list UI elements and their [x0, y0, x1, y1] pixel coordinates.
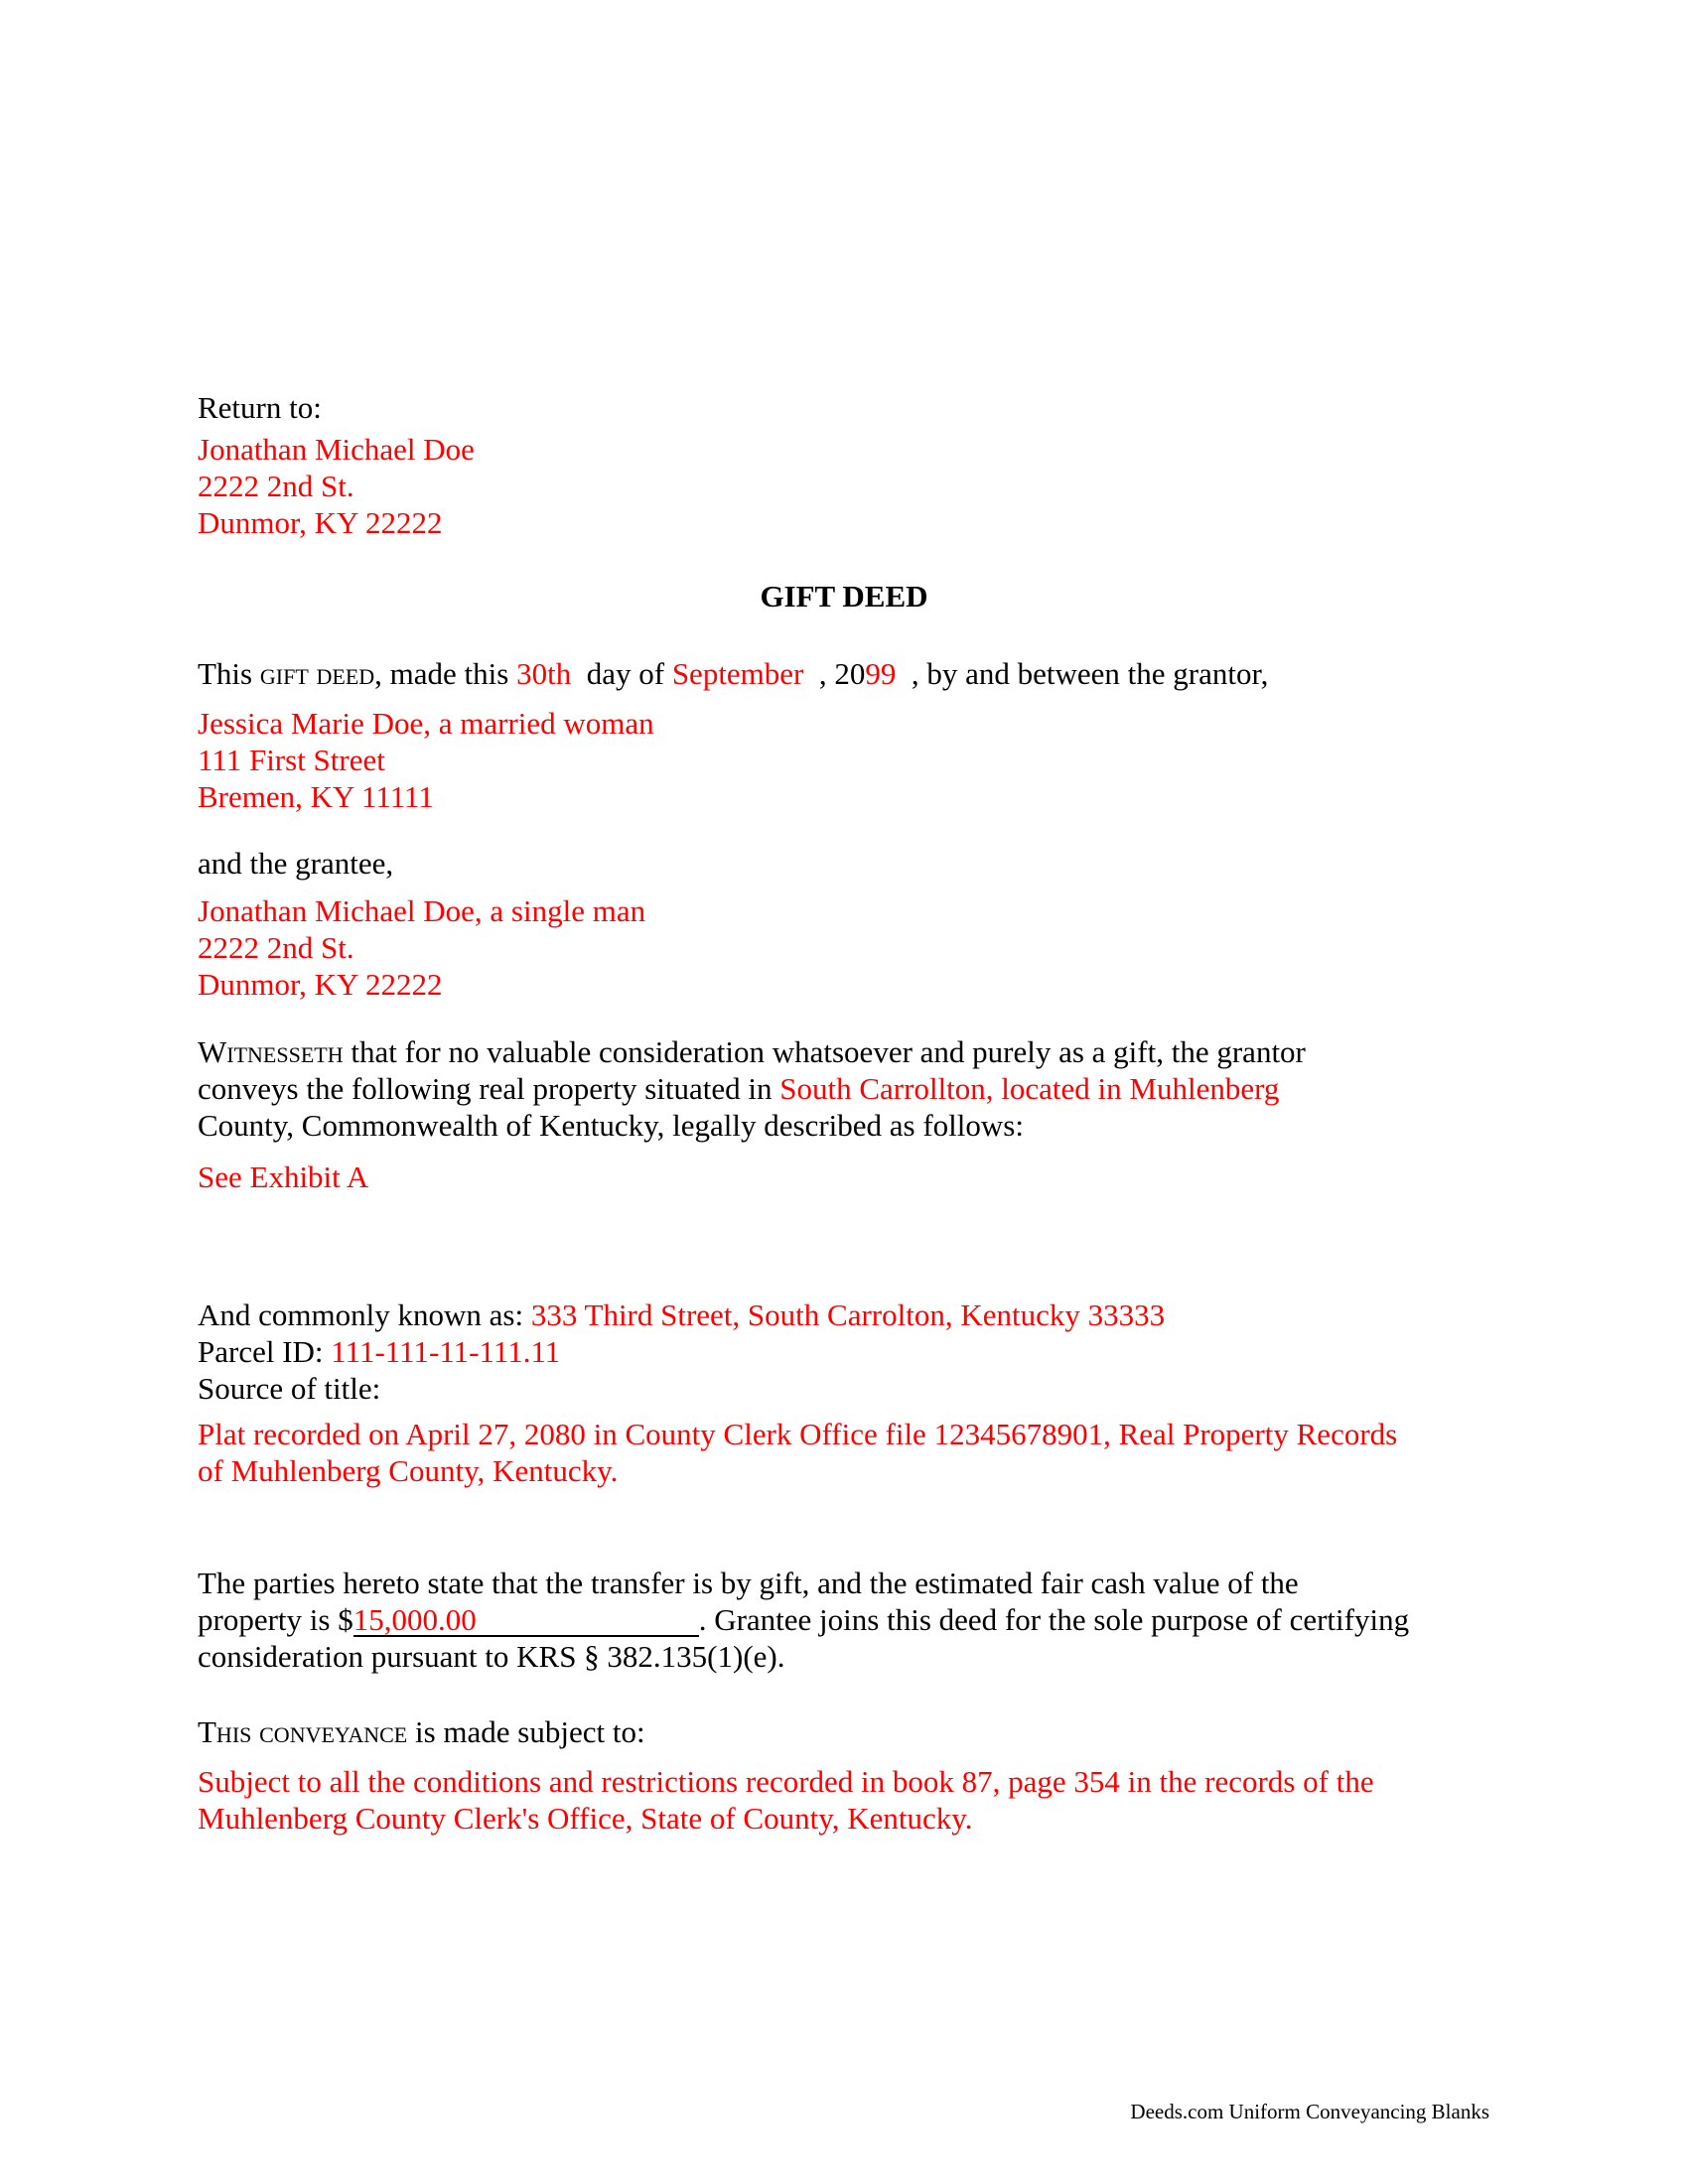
- grantor-street: 111 First Street: [198, 743, 385, 777]
- page-footer: Deeds.com Uniform Conveyancing Blanks: [1130, 2100, 1489, 2123]
- grantee-block: [198, 892, 1498, 1003]
- return-to-street: 2222 2nd St.: [198, 469, 354, 503]
- deed-month: September: [671, 656, 804, 691]
- grantee-street: 2222 2nd St.: [198, 930, 354, 965]
- conveyance-keyword: This conveyance: [198, 1714, 408, 1749]
- grantor-city: Bremen, KY 11111: [198, 779, 434, 814]
- intro-line: This gift deed, made this 30th day of September , 2099 , by and between the grantor,: [198, 656, 1269, 691]
- property-address: 333 Third Street, South Carrolton, Kentucky 33333: [530, 1297, 1166, 1332]
- property-info: And commonly known as: 333 Third Street, South Carrolton, Kentucky 33333 Parcel ID: 111-111-11-111.11 Source of title:: [198, 1297, 1498, 1407]
- grantor-block: [198, 705, 1498, 815]
- witnesseth-keyword: Witnesseth: [198, 1034, 344, 1069]
- conveyance-conditions: Subject to all the conditions and restrictions recorded in book 87, page 354 in the records of the Muhlenberg County Clerk's Office, State of County, Kentucky.: [198, 1764, 1374, 1836]
- grantee-label: and the grantee,: [198, 846, 394, 881]
- property-location: South Carrollton, located in Muhlenberg: [779, 1071, 1280, 1106]
- value-statement: The parties hereto state that the transfer is by gift, and the estimated fair cash value of the property is $15,000.00 . Grantee joins this deed for the sole purpose of certifying consideration pursuant to KRS § 382.135(1)(e).: [198, 1566, 1410, 1674]
- fair-cash-value: 15,000.00: [353, 1605, 699, 1637]
- return-to-label: Return to:: [198, 390, 322, 425]
- deed-year: 99: [865, 656, 897, 691]
- source-of-title-label: Source of title:: [198, 1371, 381, 1406]
- conveyance-heading: This conveyance is made subject to:: [198, 1714, 645, 1749]
- legal-description: See Exhibit A: [198, 1160, 369, 1194]
- doc-type: gift deed: [259, 656, 375, 691]
- document-title: GIFT DEED: [760, 579, 928, 614]
- grantee-name: Jonathan Michael Doe, a single man: [198, 893, 646, 928]
- grantee-city: Dunmor, KY 22222: [198, 967, 443, 1002]
- return-to-address: [198, 431, 1498, 541]
- witnesseth-paragraph: Witnesseth that for no valuable consideration whatsoever and purely as a gift, the grantor conveys the following real property situated in South Carrollton, located in Muhlenberg County, Commonwealth of Kentucky, legally described as follows:: [198, 1034, 1306, 1143]
- deed-day: 30th: [516, 656, 572, 691]
- parcel-id: 111-111-11-111.11: [331, 1334, 561, 1369]
- grantor-name: Jessica Marie Doe, a married woman: [198, 706, 654, 741]
- source-of-title: Plat recorded on April 27, 2080 in County Clerk Office file 12345678901, Real Property Records of Muhlenberg County, Kentucky.: [198, 1417, 1398, 1488]
- return-to-name: Jonathan Michael Doe: [198, 432, 475, 467]
- return-to-city: Dunmor, KY 22222: [198, 505, 443, 540]
